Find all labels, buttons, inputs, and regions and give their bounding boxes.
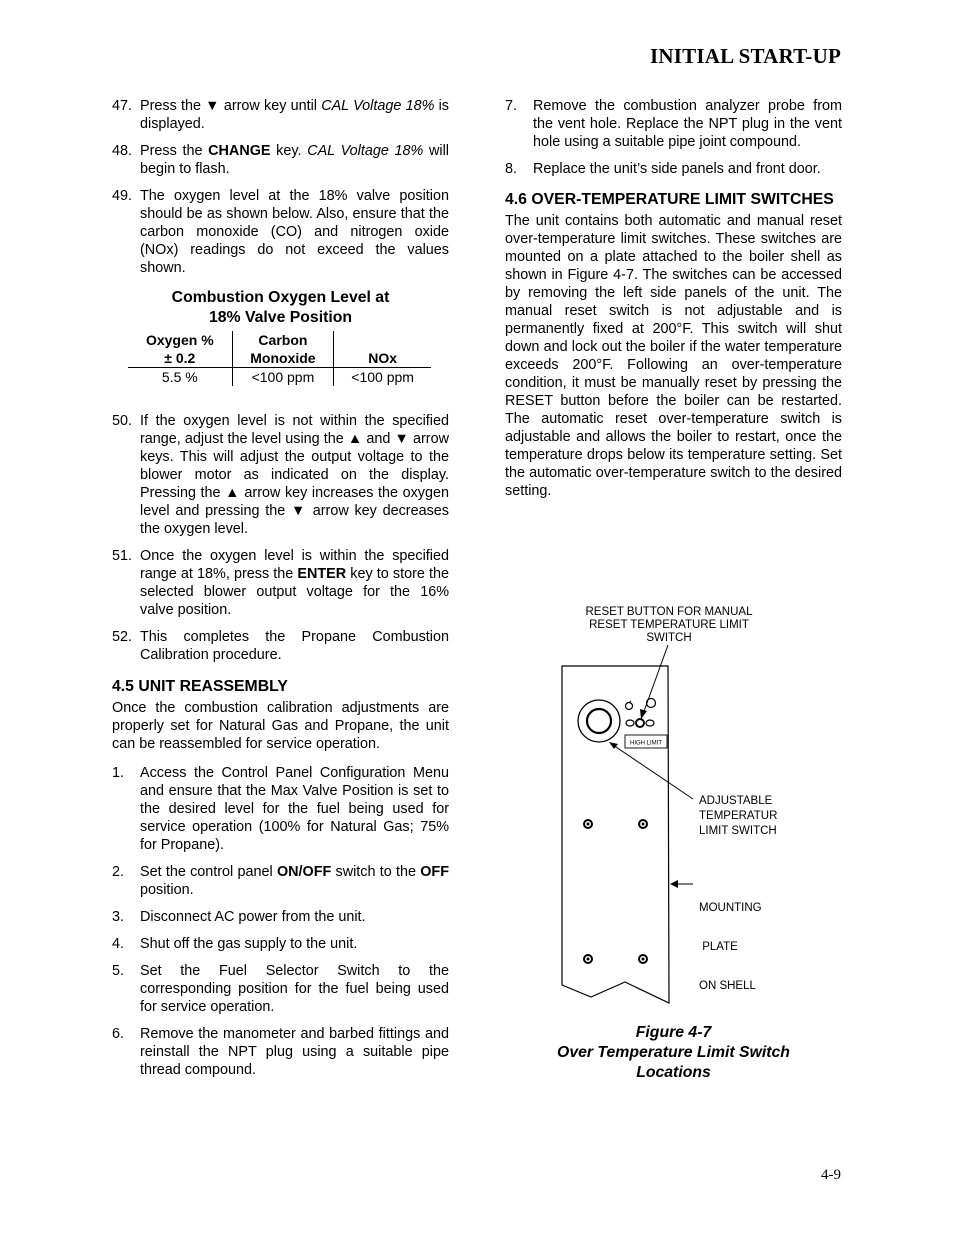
table-title-line1: Combustion Oxygen Level at <box>171 289 390 306</box>
list-item <box>112 1025 449 1079</box>
list-item <box>112 908 449 926</box>
list-item <box>112 628 449 664</box>
header-carbon-monoxide: Carbon Monoxide <box>232 331 334 368</box>
dial-icon <box>626 703 633 710</box>
list-item <box>112 547 449 619</box>
list-item <box>505 97 842 151</box>
steps-list-b <box>112 412 449 664</box>
list-item-text: Replace the unit’s side panels and front door. <box>533 161 821 177</box>
table-header-row <box>128 331 431 368</box>
table-row <box>128 368 431 387</box>
list-item-text: Once the oxygen level is within the specified range at 18%, press the ENTER key to store the selected blower output voltage for the 16% valve position. <box>140 548 450 618</box>
list-item-text: The oxygen level at the 18% valve position should be as shown below. Also, ensure that the carbon monoxide (CO) and nitrogen oxide (NOx) readings do not exceed the values shown. <box>140 188 449 276</box>
list-item-number: 52. <box>112 629 133 645</box>
figure-caption: Figure 4-7 Over Temperature Limit Switch Locations <box>557 1024 790 1081</box>
list-item <box>112 97 449 133</box>
list-item-number: 4. <box>112 936 125 952</box>
steps-list-c <box>112 764 449 1079</box>
list-item-text: Set the Fuel Selector Switch to the corresponding position for the fuel being used for service operation. <box>140 963 449 1015</box>
left-column <box>112 97 449 1088</box>
list-item-number: 8. <box>505 161 518 177</box>
list-item-text: This completes the Propane Combustion Calibration procedure. <box>140 629 449 663</box>
list-item-text: Disconnect AC power from the unit. <box>140 909 366 925</box>
list-item-number: 5. <box>112 963 125 979</box>
list-item-text: Press the CHANGE key. CAL Voltage 18% will begin to flash. <box>140 143 449 177</box>
list-item-text: Press the ▼ arrow key until CAL Voltage 18% is displayed. <box>140 98 449 132</box>
list-item-number: 47. <box>112 98 133 114</box>
cell-nox: <100 ppm <box>334 368 431 387</box>
list-item-number: 49. <box>112 188 133 204</box>
header-oxygen: Oxygen % ± 0.2 <box>128 331 232 368</box>
list-item <box>112 935 449 953</box>
steps-list-a <box>112 97 449 277</box>
list-item <box>112 962 449 1016</box>
label-reset-button: RESET BUTTON FOR MANUAL RESET TEMPERATURE LIMIT SWITCH <box>585 606 753 644</box>
list-item-number: 51. <box>112 548 133 564</box>
list-item <box>112 764 449 854</box>
list-item-text: Remove the combustion analyzer probe from the vent hole. Replace the NPT plug in the vent hole using a suitable pipe joint compound. <box>533 98 842 150</box>
header-nox: NOx <box>334 331 431 368</box>
reset-knob-inner <box>587 709 611 733</box>
section-heading-4-5: 4.5 UNIT REASSEMBLY <box>112 678 288 695</box>
section-4-5-intro: Once the combustion calibration adjustments are properly set for Natural Gas and Propane, the unit can be reassembled for service operation. <box>112 700 449 752</box>
oxygen-level-table <box>128 331 431 386</box>
list-item-text: Access the Control Panel Configuration Menu and ensure that the Max Valve Position is set to the desired level for the fuel being used for service operation (100% for Natural Gas; 75% for Propane). <box>140 765 449 853</box>
page-number: 4-9 <box>821 1167 841 1183</box>
list-item <box>112 863 449 899</box>
page-header-title: INITIAL START-UP <box>650 44 841 68</box>
list-item-text: Set the control panel ON/OFF switch to the OFF position. <box>140 864 449 898</box>
mounting-plate-drawing <box>505 600 842 1020</box>
high-limit-text: HIGH LIMIT <box>629 740 663 747</box>
table-title-line2: 18% Valve Position <box>208 309 353 326</box>
list-item-number: 50. <box>112 413 133 429</box>
section-heading-4-6: 4.6 OVER-TEMPERATURE LIMIT SWITCHES <box>505 191 834 208</box>
table-title <box>112 288 449 328</box>
label-mounting-plate: MOUNTING PLATE ON SHELL <box>699 902 762 992</box>
list-item <box>505 160 842 178</box>
list-item-text: Remove the manometer and barbed fittings and reinstall the NPT plug using a suitable pipe thread compound. <box>140 1026 449 1078</box>
steps-list-right <box>505 97 842 178</box>
list-item-number: 48. <box>112 143 133 159</box>
list-item <box>112 412 449 538</box>
figure-4-7 <box>505 600 842 1090</box>
list-item-number: 7. <box>505 98 518 114</box>
list-item-text: Shut off the gas supply to the unit. <box>140 936 358 952</box>
cell-oxygen: 5.5 % <box>161 369 198 385</box>
list-item <box>112 142 449 178</box>
list-item-number: 6. <box>112 1026 125 1042</box>
label-adjustable-switch: ADJUSTABLE TEMPERATUR LIMIT SWITCH <box>699 795 778 837</box>
list-item-number: 2. <box>112 864 125 880</box>
cell-co: <100 ppm <box>232 368 334 387</box>
list-item-number: 3. <box>112 909 125 925</box>
section-4-6-body: The unit contains both automatic and manual reset over-temperature limit switches. These switches are mounted on a plate attached to the boiler shell as shown in Figure 4-7. The switches can be accessed by removing the left side panels of the unit. The manual reset switch is not adjustable and is permanently fixed at 200°F. This switch will shut down and lock out the boiler if the water temperature exceeds 200°F. Following an over-temperature condition, it must be manually reset by pressing the RESET button before the boiler can be restarted. The automatic reset over-temperature switch is adjustable and allows the boiler to restart, once the temperature drops below its temperature setting. Set the automatic over-temperature switch to the desired setting. <box>505 213 842 499</box>
list-item <box>112 187 449 277</box>
list-item-number: 1. <box>112 765 125 781</box>
reset-knob-outer <box>578 700 620 742</box>
mounting-screws <box>584 820 647 963</box>
list-item-text: If the oxygen level is not within the specified range, adjust the level using the ▲ and ▼ arrow keys. This will adjust the output voltage to the blower motor as indicated on the display. Pressing the ▲ arrow key increases the oxygen level and pressing the ▼ arrow key decreases the oxygen level. <box>140 413 449 537</box>
right-column <box>505 97 842 511</box>
